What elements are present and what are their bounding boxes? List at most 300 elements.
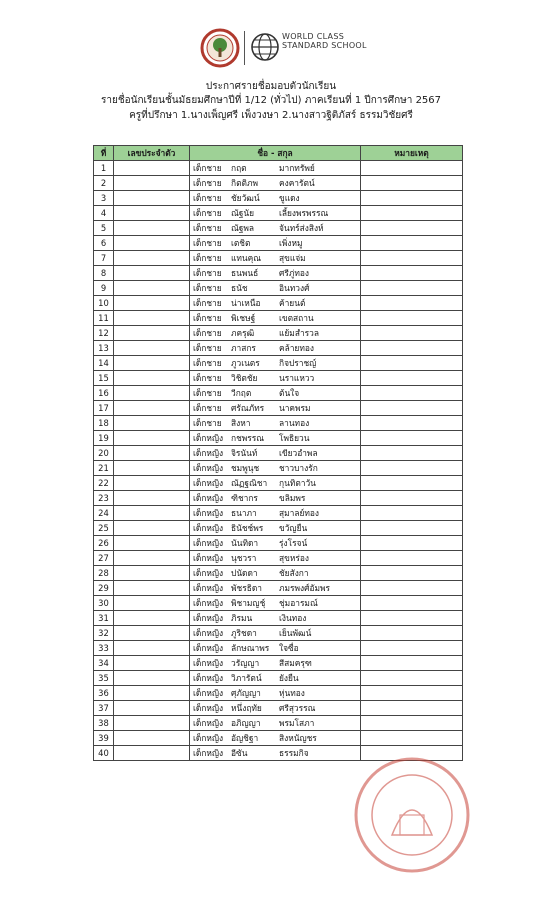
table-row [94, 296, 463, 311]
remark-cell [361, 341, 463, 356]
student-title: เด็กหญิง [193, 658, 224, 668]
remark-cell [361, 221, 463, 236]
remark-cell [361, 161, 463, 176]
student-first-name: ภูวเนตร [231, 358, 260, 368]
student-title: เด็กชาย [193, 223, 222, 233]
remark-cell [361, 536, 463, 551]
student-first-name: กิตติภพ [231, 178, 258, 188]
student-title: เด็กหญิง [193, 613, 224, 623]
student-id-cell [114, 626, 190, 641]
remark-cell [361, 671, 463, 686]
student-name-cell [190, 356, 361, 371]
student-last-name: คงคารัตน์ [279, 178, 315, 188]
student-last-name: กิจปราชญ์ [279, 358, 317, 368]
header-no: ที่ [94, 146, 114, 161]
student-last-name: นาคพรม [279, 403, 311, 413]
student-first-name: วิชิตชัย [231, 373, 258, 383]
student-id-cell [114, 446, 190, 461]
student-last-name: ชุ่มอารมณ์ [279, 598, 318, 608]
student-name-cell [190, 311, 361, 326]
student-name-cell [190, 251, 361, 266]
table-row [94, 356, 463, 371]
student-last-name: ลานทอง [279, 418, 310, 428]
student-last-name: นราแหวว [279, 373, 315, 383]
student-name-cell [190, 296, 361, 311]
student-id-cell [114, 656, 190, 671]
table-row [94, 476, 463, 491]
remark-cell [361, 731, 463, 746]
student-title: เด็กหญิง [193, 748, 224, 758]
row-number: 40 [94, 746, 114, 761]
school-logos [200, 28, 380, 72]
table-row [94, 701, 463, 716]
student-title: เด็กชาย [193, 178, 222, 188]
row-number: 33 [94, 641, 114, 656]
row-number: 32 [94, 626, 114, 641]
student-title: เด็กชาย [193, 163, 222, 173]
student-last-name: สีสมครุฑ [279, 658, 312, 668]
student-first-name: ณัฏฐณิชา [231, 478, 268, 488]
row-number: 8 [94, 266, 114, 281]
student-first-name: เตชิต [231, 238, 251, 248]
student-name-cell [190, 161, 361, 176]
student-name-cell [190, 506, 361, 521]
row-number: 26 [94, 536, 114, 551]
student-last-name: ค้ายนต์ [279, 298, 306, 308]
student-first-name: ธนัช [231, 283, 248, 293]
student-title: เด็กหญิง [193, 568, 224, 578]
student-id-cell [114, 176, 190, 191]
table-row [94, 386, 463, 401]
student-name-cell [190, 341, 361, 356]
row-number: 27 [94, 551, 114, 566]
student-title: เด็กชาย [193, 238, 222, 248]
remark-cell [361, 176, 463, 191]
student-title: เด็กชาย [193, 313, 222, 323]
row-number: 18 [94, 416, 114, 431]
student-name-cell [190, 596, 361, 611]
student-name-cell [190, 431, 361, 446]
student-id-cell [114, 311, 190, 326]
table-row [94, 551, 463, 566]
row-number: 11 [94, 311, 114, 326]
remark-cell [361, 491, 463, 506]
student-last-name: เย็นพัฒน์ [279, 628, 312, 638]
table-row [94, 266, 463, 281]
row-number: 19 [94, 431, 114, 446]
table-row [94, 506, 463, 521]
student-last-name: อินทวงศ์ [279, 283, 310, 293]
student-id-cell [114, 266, 190, 281]
row-number: 16 [94, 386, 114, 401]
student-title: เด็กหญิง [193, 433, 224, 443]
student-id-cell [114, 296, 190, 311]
student-name-cell [190, 191, 361, 206]
remark-cell [361, 641, 463, 656]
table-row [94, 176, 463, 191]
student-first-name: กชพรรณ [231, 433, 265, 443]
student-id-cell [114, 326, 190, 341]
row-number: 10 [94, 296, 114, 311]
table-row [94, 461, 463, 476]
logo-text-line1: WORLD CLASS [282, 32, 345, 41]
student-last-name: ชัยสังกา [279, 568, 309, 578]
student-id-cell [114, 716, 190, 731]
row-number: 25 [94, 521, 114, 536]
remark-cell [361, 296, 463, 311]
table-row [94, 206, 463, 221]
header-name: ชื่อ - สกุล [190, 146, 361, 161]
student-last-name: สุมาลย์ทอง [279, 508, 320, 518]
student-last-name: มากทรัพย์ [279, 163, 315, 173]
student-name-cell [190, 476, 361, 491]
student-id-cell [114, 491, 190, 506]
student-title: เด็กหญิง [193, 538, 224, 548]
student-name-cell [190, 401, 361, 416]
student-title: เด็กหญิง [193, 523, 224, 533]
row-number: 34 [94, 656, 114, 671]
table-row [94, 521, 463, 536]
student-first-name: สิงหา [231, 418, 251, 428]
student-title: เด็กหญิง [193, 508, 224, 518]
remark-cell [361, 611, 463, 626]
table-row [94, 686, 463, 701]
student-first-name: นุชวรา [231, 553, 257, 563]
row-number: 24 [94, 506, 114, 521]
student-name-cell [190, 626, 361, 641]
row-number: 20 [94, 446, 114, 461]
remark-cell [361, 326, 463, 341]
remark-cell [361, 386, 463, 401]
remark-cell [361, 461, 463, 476]
student-name-cell [190, 386, 361, 401]
student-first-name: หนึ่งฤทัย [231, 703, 262, 713]
student-title: เด็กชาย [193, 373, 222, 383]
student-last-name: ใจซื่อ [279, 643, 299, 653]
student-title: เด็กชาย [193, 298, 222, 308]
student-first-name: ภาสกร [231, 343, 256, 353]
student-name-cell [190, 536, 361, 551]
student-name-cell [190, 611, 361, 626]
student-title: เด็กชาย [193, 418, 222, 428]
table-row [94, 326, 463, 341]
student-first-name: นันทิดา [231, 538, 259, 548]
student-last-name: โพธิยวน [279, 433, 310, 443]
student-first-name: กฤต [231, 163, 247, 173]
row-number: 23 [94, 491, 114, 506]
student-first-name: พิชามญชุ์ [231, 598, 266, 608]
student-last-name: เพิ่งหมู [279, 238, 303, 248]
row-number: 39 [94, 731, 114, 746]
student-first-name: ธนพนธ์ [231, 268, 259, 278]
student-last-name: ภมรพงศ์อัมพร [279, 583, 331, 593]
world-class-logo-text [282, 32, 367, 50]
student-last-name: พรมโสภา [279, 718, 315, 728]
school-crest-icon [200, 28, 240, 68]
student-first-name: ศรัณภัทร [231, 403, 265, 413]
table-row [94, 626, 463, 641]
student-title: เด็กชาย [193, 208, 222, 218]
student-id-cell [114, 341, 190, 356]
row-number: 17 [94, 401, 114, 416]
remark-cell [361, 236, 463, 251]
student-name-cell [190, 221, 361, 236]
student-id-cell [114, 641, 190, 656]
student-id-cell [114, 281, 190, 296]
student-id-cell [114, 401, 190, 416]
student-last-name: ศรีภู่ทอง [279, 268, 309, 278]
table-row [94, 611, 463, 626]
table-row [94, 716, 463, 731]
student-id-cell [114, 461, 190, 476]
table-row [94, 581, 463, 596]
student-name-cell [190, 281, 361, 296]
student-first-name: น่าเหนือ [231, 298, 261, 308]
student-last-name: สิงหนัญชร [279, 733, 317, 743]
student-name-cell [190, 656, 361, 671]
student-title: เด็กหญิง [193, 643, 224, 653]
remark-cell [361, 596, 463, 611]
remark-cell [361, 191, 463, 206]
table-row [94, 416, 463, 431]
student-id-cell [114, 701, 190, 716]
student-last-name: กุนทิตาวัน [279, 478, 316, 488]
row-number: 4 [94, 206, 114, 221]
student-first-name: ปนัดดา [231, 568, 258, 578]
student-first-name: พิเชษฐ์ [231, 313, 256, 323]
student-title: เด็กชาย [193, 403, 222, 413]
student-first-name: ภิรมน [231, 613, 253, 623]
header-student-id: เลขประจำตัว [114, 146, 190, 161]
roster-body [94, 161, 463, 761]
student-first-name: ชมพูนุช [231, 463, 260, 473]
student-title: เด็กชาย [193, 193, 222, 203]
student-title: เด็กหญิง [193, 463, 224, 473]
student-last-name: เลี้ยงพรพรรณ [279, 208, 329, 218]
student-id-cell [114, 551, 190, 566]
student-id-cell [114, 731, 190, 746]
student-last-name: ศรีสุวรรณ [279, 703, 316, 713]
row-number: 13 [94, 341, 114, 356]
student-title: เด็กชาย [193, 328, 222, 338]
row-number: 15 [94, 371, 114, 386]
table-row [94, 491, 463, 506]
remark-cell [361, 446, 463, 461]
student-last-name: จันทร์ส่งสิงห์ [279, 223, 324, 233]
student-title: เด็กชาย [193, 268, 222, 278]
student-name-cell [190, 266, 361, 281]
student-name-cell [190, 731, 361, 746]
remark-cell [361, 476, 463, 491]
row-number: 29 [94, 581, 114, 596]
student-id-cell [114, 431, 190, 446]
student-name-cell [190, 176, 361, 191]
student-title: เด็กหญิง [193, 673, 224, 683]
student-name-cell [190, 521, 361, 536]
remark-cell [361, 266, 463, 281]
student-id-cell [114, 191, 190, 206]
student-id-cell [114, 581, 190, 596]
table-row [94, 401, 463, 416]
student-name-cell [190, 566, 361, 581]
student-first-name: วิภารัตน์ [231, 673, 262, 683]
student-name-cell [190, 446, 361, 461]
student-title: เด็กหญิง [193, 718, 224, 728]
table-row [94, 656, 463, 671]
student-first-name: อัญชิฐา [231, 733, 259, 743]
student-id-cell [114, 686, 190, 701]
student-title: เด็กหญิง [193, 553, 224, 563]
student-title: เด็กหญิง [193, 733, 224, 743]
row-number: 22 [94, 476, 114, 491]
student-first-name: อีซัน [231, 748, 248, 758]
table-header-row [94, 146, 463, 161]
student-name-cell [190, 641, 361, 656]
logo-text-line2: STANDARD SCHOOL [282, 41, 367, 50]
remark-cell [361, 401, 463, 416]
table-row [94, 371, 463, 386]
globe-icon [250, 32, 280, 62]
header-remark: หมายเหตุ [361, 146, 463, 161]
student-title: เด็กหญิง [193, 598, 224, 608]
row-number: 12 [94, 326, 114, 341]
remark-cell [361, 581, 463, 596]
student-roster-table [93, 145, 463, 761]
student-last-name: ยังยืน [279, 673, 299, 683]
student-title: เด็กชาย [193, 388, 222, 398]
student-title: เด็กหญิง [193, 448, 224, 458]
student-id-cell [114, 566, 190, 581]
table-row [94, 446, 463, 461]
student-id-cell [114, 416, 190, 431]
student-first-name: ธินัชช์พร [231, 523, 264, 533]
student-last-name: ขูแดง [279, 193, 300, 203]
student-name-cell [190, 671, 361, 686]
table-row [94, 566, 463, 581]
row-number: 9 [94, 281, 114, 296]
row-number: 3 [94, 191, 114, 206]
student-last-name: ธรรมกิจ [279, 748, 309, 758]
student-name-cell [190, 206, 361, 221]
student-first-name: ธนาภา [231, 508, 257, 518]
student-first-name: วีกฤต [231, 388, 252, 398]
remark-cell [361, 281, 463, 296]
student-title: เด็กหญิง [193, 703, 224, 713]
table-row [94, 341, 463, 356]
student-id-cell [114, 506, 190, 521]
table-row [94, 221, 463, 236]
student-last-name: คล้ายทอง [279, 343, 314, 353]
student-id-cell [114, 746, 190, 761]
student-first-name: ชัยวัฒน์ [231, 193, 260, 203]
table-row [94, 536, 463, 551]
remark-cell [361, 251, 463, 266]
student-title: เด็กหญิง [193, 583, 224, 593]
student-first-name: พัชรธิดา [231, 583, 262, 593]
student-name-cell [190, 461, 361, 476]
student-last-name: เขตสถาน [279, 313, 314, 323]
remark-cell [361, 626, 463, 641]
student-name-cell [190, 416, 361, 431]
student-last-name: ขวัญยืน [279, 523, 308, 533]
advisor-line: ครูที่ปรึกษา 1.นางเพ็ญศรี เพ็งวงษา 2.นางสาวฐิติภัสร์ ธรรมวิชัยศรี [129, 110, 413, 121]
table-row [94, 731, 463, 746]
student-title: เด็กหญิง [193, 688, 224, 698]
student-name-cell [190, 236, 361, 251]
student-first-name: อภิญญา [231, 718, 261, 728]
student-title: เด็กหญิง [193, 628, 224, 638]
remark-cell [361, 716, 463, 731]
student-name-cell [190, 326, 361, 341]
student-last-name: แย้มสำรวล [279, 328, 319, 338]
row-number: 37 [94, 701, 114, 716]
remark-cell [361, 431, 463, 446]
remark-cell [361, 206, 463, 221]
student-id-cell [114, 476, 190, 491]
row-number: 35 [94, 671, 114, 686]
table-row [94, 161, 463, 176]
student-last-name: หุ่นทอง [279, 688, 305, 698]
student-first-name: ฑิชากร [231, 493, 258, 503]
remark-cell [361, 416, 463, 431]
student-first-name: ภูริชดา [231, 628, 257, 638]
announcement-title: ประกาศรายชื่อมอบตัวนักเรียน [205, 81, 337, 92]
student-first-name: จิรนันท์ [231, 448, 258, 458]
remark-cell [361, 656, 463, 671]
student-last-name: สุขแจ่ม [279, 253, 306, 263]
student-last-name: สุขหร่อง [279, 553, 309, 563]
student-name-cell [190, 746, 361, 761]
remark-cell [361, 551, 463, 566]
student-first-name: ลักษณาพร [231, 643, 270, 653]
student-first-name: ณัฐพล [231, 223, 255, 233]
class-title: รายชื่อนักเรียนชั้นมัธยมศึกษาปีที่ 1/12 (ทั่วไป) ภาคเรียนที่ 1 ปีการศึกษา 2567 [100, 95, 442, 106]
student-id-cell [114, 536, 190, 551]
student-title: เด็กชาย [193, 358, 222, 368]
student-last-name: ขลิมพร [279, 493, 306, 503]
table-row [94, 236, 463, 251]
remark-cell [361, 686, 463, 701]
remark-cell [361, 506, 463, 521]
student-name-cell [190, 371, 361, 386]
row-number: 6 [94, 236, 114, 251]
remark-cell [361, 311, 463, 326]
student-title: เด็กหญิง [193, 493, 224, 503]
row-number: 28 [94, 566, 114, 581]
student-name-cell [190, 581, 361, 596]
row-number: 31 [94, 611, 114, 626]
remark-cell [361, 566, 463, 581]
table-row [94, 281, 463, 296]
student-id-cell [114, 356, 190, 371]
student-id-cell [114, 596, 190, 611]
student-name-cell [190, 716, 361, 731]
student-name-cell [190, 701, 361, 716]
student-last-name: ชาวบางรัก [279, 463, 318, 473]
student-first-name: แทนคุณ [231, 253, 262, 263]
student-last-name: ต้นใจ [279, 388, 300, 398]
row-number: 5 [94, 221, 114, 236]
student-id-cell [114, 671, 190, 686]
table-row [94, 431, 463, 446]
table-row [94, 596, 463, 611]
row-number: 21 [94, 461, 114, 476]
student-name-cell [190, 551, 361, 566]
student-title: เด็กหญิง [193, 478, 224, 488]
student-name-cell [190, 686, 361, 701]
student-title: เด็กชาย [193, 343, 222, 353]
student-id-cell [114, 386, 190, 401]
